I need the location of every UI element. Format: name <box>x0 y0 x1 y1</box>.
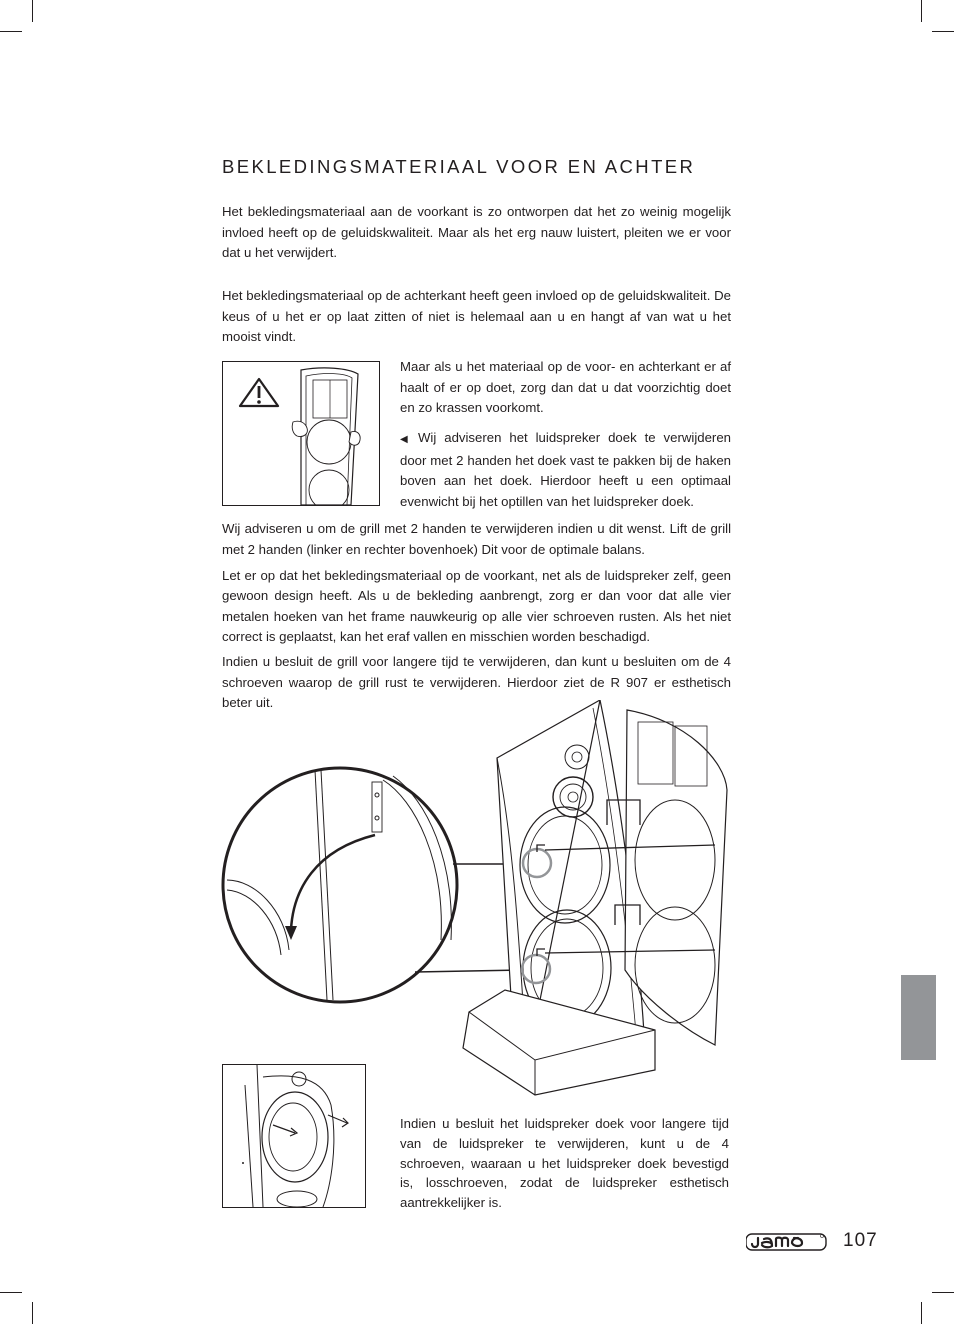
crop-mark <box>32 0 33 22</box>
paragraph-front-cover: Het bekledingsmateriaal aan de voorkant is zo ontworpen dat het zo weinig mogelijk invloed heeft op de geluidskwaliteit. Maar als het erg nauw luistert, pleiten we er voor dat u het verwijdert. <box>222 204 731 261</box>
paragraph-remove-screws: Indien u besluit de grill voor langere tijd te verwijderen, dan kunt u besluiten om de 4 schroeven waarop de grill rust te verwijderen. Hierdoor ziet de R 907 er esthetisch beter uit. <box>222 654 731 711</box>
grill-hands-illustration <box>223 362 379 505</box>
paragraph-rear-cover: Het bekledingsmateriaal op de achterkant heeft geen invloed op de geluidskwaliteit. De keus of u het er op laat zitten of niet is helemaal aan u en hangt af van wat u het mooist vindt. <box>222 288 731 345</box>
paragraph-grill-two-hands: Wij adviseren u om de grill met 2 handen te verwijderen indien u dit wenst. Lift de grill met 2 handen (linker en rechter bovenhoek) Dit voor de optimale balans. <box>222 521 731 557</box>
section-tab <box>901 975 936 1060</box>
paragraph-unscrew: Indien u besluit het luidspreker doek voor langere tijd van de luidspreker te verwijderen, kunt u de 4 schroeven, waaraan u het luidspreker doek bevestigd is, losschroeven, zodat de luidspreker esthetisch aantrekkelijker is. <box>400 1116 729 1211</box>
figure-screw-removal <box>222 1064 366 1208</box>
jamo-logo <box>746 1232 828 1252</box>
crop-mark <box>932 31 954 32</box>
paragraph-careful-removal: Maar als u het materiaal op de voor- en achterkant er af haalt of er op doet, zorg dan dat u dat voorzichtig doet en zo krassen voorkomt. <box>400 359 731 416</box>
crop-mark <box>921 0 922 22</box>
screw-removal-illustration <box>223 1065 365 1207</box>
page-number: 107 <box>843 1230 878 1251</box>
crop-mark <box>932 1292 954 1293</box>
crop-mark <box>32 1302 33 1324</box>
crop-mark <box>921 1302 922 1324</box>
speaker-grill-illustration <box>215 700 735 1110</box>
section-heading: BEKLEDINGSMATERIAAL VOOR EN ACHTER <box>222 156 696 177</box>
crop-mark <box>0 31 22 32</box>
left-arrow-icon: ◀ <box>400 434 412 445</box>
crop-mark <box>0 1292 22 1293</box>
figure-grill-removal <box>222 361 380 506</box>
paragraph-two-hands-text: Wij adviseren het luidspreker doek te verwijderen door met 2 handen het doek vast te pakken bij de haken boven aan het doek. Hierdoor heeft u een optimaal evenwicht bij het optillen van het luidspreker doek. <box>400 430 731 509</box>
warning-triangle-icon <box>240 379 278 406</box>
paragraph-two-hands <box>400 428 731 512</box>
paragraph-fitting: Let er op dat het bekledingsmateriaal op de voorkant, net als de luidspreker zelf, geen gewoon design heeft. Als u de bekleding aanbrengt, zorg er dan voor dat alle vier metalen hoeken van het frame nauwkeurig op alle vier schroeven rusten. Als het niet correct is geplaatst, kan het eraf vallen en misschien worden beschadigd. <box>222 568 731 644</box>
